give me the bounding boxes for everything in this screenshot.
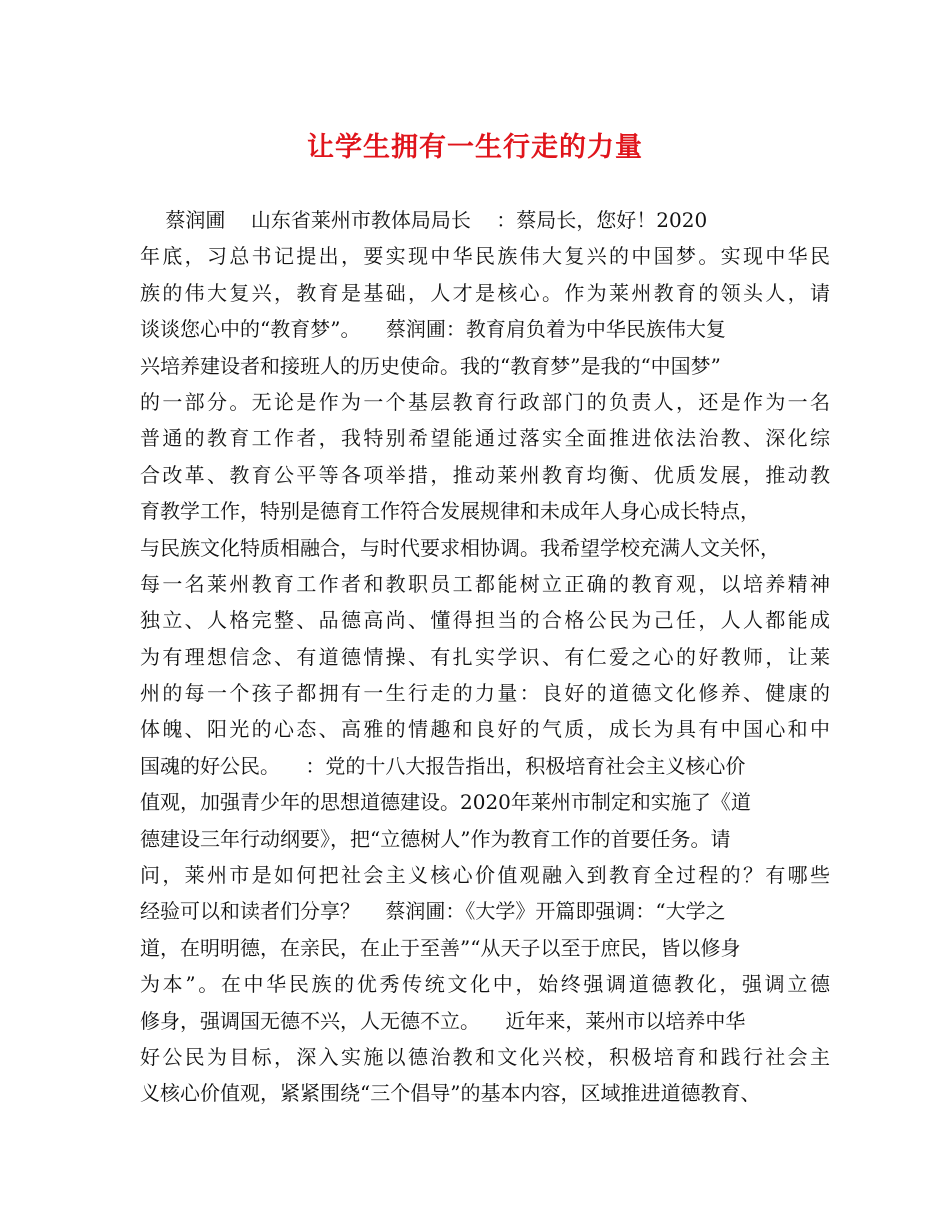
text-line: 与民族文化特质相融合，与时代要求相协调。我希望学校充满人文关怀， <box>140 535 780 560</box>
text-line: 年底，习总书记提出，要实现中华民族伟大复兴的中国梦。实现中华民 <box>140 244 830 269</box>
text-line: 州的每一个孩子都拥有一生行走的力量：良好的道德文化修养、健康的 <box>140 681 830 706</box>
text-line: 族的伟大复兴，教育是基础，人才是核心。作为莱州教育的领头人，请 <box>140 280 830 305</box>
text-line: 为本”。在中华民族的优秀传统文化中，始终强调道德教化，强调立德 <box>140 972 830 997</box>
text-line: 独立、人格完整、品德高尚、懂得担当的合格公民为己任，人人都能成 <box>140 608 830 633</box>
text-line: 谈谈您心中的“教育梦”。 蔡润圃：教育肩负着为中华民族伟大复 <box>140 317 726 342</box>
text-line: 为有理想信念、有道德情操、有扎实学识、有仁爱之心的好教师，让莱 <box>140 644 830 669</box>
text-line: 德建设三年行动纲要》，把“立德树人”作为教育工作的首要任务。请 <box>140 826 731 851</box>
text-line: 合改革、教育公平等各项举措，推动莱州教育均衡、优质发展，推动教 <box>140 462 830 487</box>
text-line: 普通的教育工作者，我特别希望能通过落实全面推进依法治教、深化综 <box>140 426 830 451</box>
text-line: 值观，加强青少年的思想道德建设。2020年莱州市制定和实施了《道 <box>140 790 751 815</box>
document-body <box>140 202 830 1112</box>
text-line: 道，在明明德，在亲民，在止于至善”“从天子以至于庶民，皆以修身 <box>140 935 741 960</box>
text-line: 蔡润圃 山东省莱州市教体局局长 ：蔡局长，您好！2020 <box>140 208 708 232</box>
text-line: 问，莱州市是如何把社会主义核心价值观融入到教育全过程的？有哪些 <box>140 863 830 888</box>
text-line: 义核心价值观，紧紧围绕“三个倡导”的基本内容，区域推进道德教育、 <box>140 1081 761 1106</box>
text-line: 兴培养建设者和接班人的历史使命。我的“教育梦”是我的“中国梦” <box>140 353 721 378</box>
text-line: 经验可以和读者们分享？ 蔡润圃：《大学》开篇即强调：“大学之 <box>140 899 726 924</box>
text-line: 每一名莱州教育工作者和教职员工都能树立正确的教育观，以培养精神 <box>140 571 830 596</box>
text-line: 国魂的好公民。 ：党的十八大报告指出，积极培育社会主义核心价 <box>140 753 746 778</box>
text-line: 好公民为目标，深入实施以德治教和文化兴校，积极培育和践行社会主 <box>140 1044 830 1069</box>
document-title: 让学生拥有一生行走的力量 <box>307 132 643 163</box>
text-line: 的一部分。无论是作为一个基层教育行政部门的负责人，还是作为一名 <box>140 389 830 414</box>
text-line: 修身，强调国无德不兴，人无德不立。 近年来，莱州市以培养中华 <box>140 1008 746 1033</box>
text-line: 育教学工作，特别是德育工作符合发展规律和未成年人身心成长特点， <box>140 499 760 524</box>
text-line: 体魄、阳光的心态、高雅的情趣和良好的气质，成长为具有中国心和中 <box>140 717 830 742</box>
